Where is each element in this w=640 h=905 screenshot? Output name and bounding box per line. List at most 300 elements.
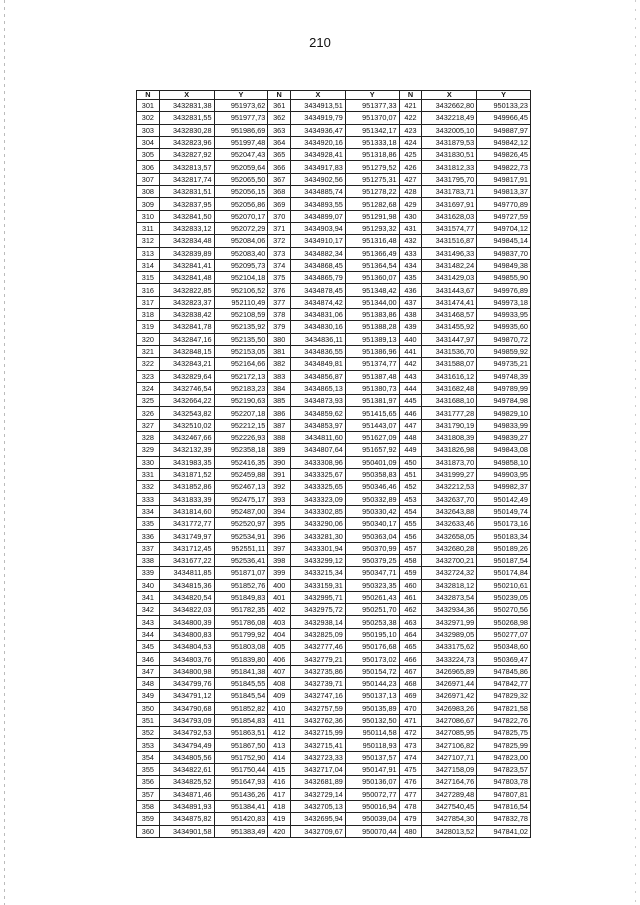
x-coordinate-cell: 3432843,21 (159, 358, 214, 370)
y-coordinate-cell: 951388,28 (345, 321, 399, 333)
x-coordinate-cell: 3431749,97 (159, 530, 214, 542)
y-coordinate-cell: 951366,49 (345, 247, 399, 259)
point-number-cell: 308 (137, 186, 160, 198)
y-coordinate-cell: 950358,83 (345, 468, 399, 480)
x-coordinate-cell: 3432747,16 (291, 690, 346, 702)
point-number-cell: 362 (268, 112, 291, 124)
scan-edge-right (635, 0, 636, 905)
y-coordinate-cell: 950114,58 (345, 727, 399, 739)
point-number-cell: 449 (399, 444, 422, 456)
x-coordinate-cell: 3434820,54 (159, 591, 214, 603)
x-coordinate-cell: 3432510,02 (159, 419, 214, 431)
table-row (137, 505, 531, 517)
y-coordinate-cell: 947816,54 (477, 800, 531, 812)
x-coordinate-cell: 3431808,39 (422, 432, 477, 444)
point-number-cell: 442 (399, 358, 422, 370)
y-coordinate-cell: 951380,73 (345, 382, 399, 394)
x-coordinate-cell: 3432777,46 (291, 641, 346, 653)
point-number-cell: 317 (137, 296, 160, 308)
x-coordinate-cell: 3427854,30 (422, 813, 477, 825)
x-coordinate-cell: 3432813,57 (159, 161, 214, 173)
table-row (137, 518, 531, 530)
point-number-cell: 392 (268, 481, 291, 493)
y-coordinate-cell: 951316,48 (345, 235, 399, 247)
column-header-n: N (137, 91, 160, 100)
x-coordinate-cell: 3431588,07 (422, 358, 477, 370)
x-coordinate-cell: 3434873,93 (291, 395, 346, 407)
x-coordinate-cell: 3434853,97 (291, 419, 346, 431)
x-coordinate-cell: 3432680,28 (422, 542, 477, 554)
y-coordinate-cell: 952059,64 (214, 161, 268, 173)
point-number-cell: 475 (399, 764, 422, 776)
point-number-cell: 304 (137, 136, 160, 148)
point-number-cell: 367 (268, 173, 291, 185)
y-coordinate-cell: 947807,81 (477, 788, 531, 800)
table-row (137, 456, 531, 468)
point-number-cell: 444 (399, 382, 422, 394)
x-coordinate-cell: 3431688,10 (422, 395, 477, 407)
point-number-cell: 427 (399, 173, 422, 185)
x-coordinate-cell: 3434791,12 (159, 690, 214, 702)
x-coordinate-cell: 3434800,39 (159, 616, 214, 628)
table-row (137, 825, 531, 837)
point-number-cell: 380 (268, 333, 291, 345)
x-coordinate-cell: 3434865,79 (291, 272, 346, 284)
table-row (137, 530, 531, 542)
point-number-cell: 382 (268, 358, 291, 370)
x-coordinate-cell: 3432637,70 (422, 493, 477, 505)
y-coordinate-cell: 951871,07 (214, 567, 268, 579)
point-number-cell: 316 (137, 284, 160, 296)
y-coordinate-cell: 952108,59 (214, 309, 268, 321)
y-coordinate-cell: 949837,70 (477, 247, 531, 259)
point-number-cell: 438 (399, 309, 422, 321)
table-row (137, 210, 531, 222)
table-row (137, 296, 531, 308)
point-number-cell: 468 (399, 677, 422, 689)
x-coordinate-cell: 3431496,33 (422, 247, 477, 259)
point-number-cell: 384 (268, 382, 291, 394)
y-coordinate-cell: 951360,07 (345, 272, 399, 284)
point-number-cell: 466 (399, 653, 422, 665)
point-number-cell: 480 (399, 825, 422, 837)
y-coordinate-cell: 950147,91 (345, 764, 399, 776)
x-coordinate-cell: 3434920,16 (291, 136, 346, 148)
y-coordinate-cell: 950323,35 (345, 579, 399, 591)
y-coordinate-cell: 952164,66 (214, 358, 268, 370)
x-coordinate-cell: 3432831,38 (159, 100, 214, 112)
y-coordinate-cell: 951782,35 (214, 604, 268, 616)
x-coordinate-cell: 3427106,82 (422, 739, 477, 751)
point-number-cell: 414 (268, 751, 291, 763)
y-coordinate-cell: 951364,54 (345, 259, 399, 271)
y-coordinate-cell: 951786,08 (214, 616, 268, 628)
y-coordinate-cell: 949833,99 (477, 419, 531, 431)
point-number-cell: 318 (137, 309, 160, 321)
y-coordinate-cell: 949826,45 (477, 149, 531, 161)
y-coordinate-cell: 952056,15 (214, 186, 268, 198)
y-coordinate-cell: 952212,15 (214, 419, 268, 431)
point-number-cell: 359 (137, 813, 160, 825)
y-coordinate-cell: 952135,92 (214, 321, 268, 333)
point-number-cell: 326 (137, 407, 160, 419)
y-coordinate-cell: 951750,44 (214, 764, 268, 776)
y-coordinate-cell: 949966,45 (477, 112, 531, 124)
page-number: 210 (309, 35, 331, 50)
point-number-cell: 473 (399, 739, 422, 751)
point-number-cell: 334 (137, 505, 160, 517)
point-number-cell: 391 (268, 468, 291, 480)
point-number-cell: 323 (137, 370, 160, 382)
point-number-cell: 333 (137, 493, 160, 505)
table-row (137, 591, 531, 603)
point-number-cell: 325 (137, 395, 160, 407)
point-number-cell: 335 (137, 518, 160, 530)
point-number-cell: 324 (137, 382, 160, 394)
table-row (137, 653, 531, 665)
y-coordinate-cell: 947829,32 (477, 690, 531, 702)
x-coordinate-cell: 3431677,22 (159, 554, 214, 566)
point-number-cell: 404 (268, 628, 291, 640)
y-coordinate-cell: 952072,29 (214, 222, 268, 234)
point-number-cell: 398 (268, 554, 291, 566)
y-coordinate-cell: 950137,13 (345, 690, 399, 702)
x-coordinate-cell: 3432132,39 (159, 444, 214, 456)
x-coordinate-cell: 3434936,47 (291, 124, 346, 136)
point-number-cell: 331 (137, 468, 160, 480)
y-coordinate-cell: 949839,27 (477, 432, 531, 444)
point-number-cell: 376 (268, 284, 291, 296)
point-number-cell: 302 (137, 112, 160, 124)
x-coordinate-cell: 3428013,52 (422, 825, 477, 837)
point-number-cell: 419 (268, 813, 291, 825)
point-number-cell: 349 (137, 690, 160, 702)
y-coordinate-cell: 949817,91 (477, 173, 531, 185)
y-coordinate-cell: 950137,57 (345, 751, 399, 763)
y-coordinate-cell: 952226,93 (214, 432, 268, 444)
point-number-cell: 460 (399, 579, 422, 591)
y-coordinate-cell: 949822,73 (477, 161, 531, 173)
table-row (137, 370, 531, 382)
point-number-cell: 360 (137, 825, 160, 837)
point-number-cell: 319 (137, 321, 160, 333)
x-coordinate-cell: 3434919,79 (291, 112, 346, 124)
y-coordinate-cell: 950176,68 (345, 641, 399, 653)
y-coordinate-cell: 951342,17 (345, 124, 399, 136)
x-coordinate-cell: 3427107,71 (422, 751, 477, 763)
y-coordinate-cell: 951841,38 (214, 665, 268, 677)
y-coordinate-cell: 951657,92 (345, 444, 399, 456)
y-coordinate-cell: 952520,97 (214, 518, 268, 530)
y-coordinate-cell: 951291,98 (345, 210, 399, 222)
point-number-cell: 366 (268, 161, 291, 173)
y-coordinate-cell: 952084,06 (214, 235, 268, 247)
y-coordinate-cell: 950133,23 (477, 100, 531, 112)
x-coordinate-cell: 3433301,94 (291, 542, 346, 554)
y-coordinate-cell: 952190,63 (214, 395, 268, 407)
x-coordinate-cell: 3432715,41 (291, 739, 346, 751)
table-row (137, 628, 531, 640)
point-number-cell: 339 (137, 567, 160, 579)
point-number-cell: 436 (399, 284, 422, 296)
table-row (137, 235, 531, 247)
x-coordinate-cell: 3431783,71 (422, 186, 477, 198)
y-coordinate-cell: 950174,84 (477, 567, 531, 579)
point-number-cell: 394 (268, 505, 291, 517)
y-coordinate-cell: 951282,68 (345, 198, 399, 210)
x-coordinate-cell: 3432989,05 (422, 628, 477, 640)
y-coordinate-cell: 952358,18 (214, 444, 268, 456)
x-coordinate-cell: 3434804,53 (159, 641, 214, 653)
point-number-cell: 408 (268, 677, 291, 689)
y-coordinate-cell: 950070,44 (345, 825, 399, 837)
point-number-cell: 409 (268, 690, 291, 702)
x-coordinate-cell: 3432700,21 (422, 554, 477, 566)
y-coordinate-cell: 952536,41 (214, 554, 268, 566)
table-row (137, 284, 531, 296)
point-number-cell: 303 (137, 124, 160, 136)
x-coordinate-cell: 3434917,83 (291, 161, 346, 173)
x-coordinate-cell: 3432717,04 (291, 764, 346, 776)
x-coordinate-cell: 3432841,50 (159, 210, 214, 222)
x-coordinate-cell: 3431814,60 (159, 505, 214, 517)
y-coordinate-cell: 951381,97 (345, 395, 399, 407)
y-coordinate-cell: 949887,97 (477, 124, 531, 136)
y-coordinate-cell: 949870,72 (477, 333, 531, 345)
table-row (137, 764, 531, 776)
table-row (137, 112, 531, 124)
x-coordinate-cell: 3432995,71 (291, 591, 346, 603)
x-coordinate-cell: 3432830,28 (159, 124, 214, 136)
y-coordinate-cell: 947823,00 (477, 751, 531, 763)
point-number-cell: 342 (137, 604, 160, 616)
y-coordinate-cell: 951370,07 (345, 112, 399, 124)
point-number-cell: 321 (137, 345, 160, 357)
y-coordinate-cell: 949735,21 (477, 358, 531, 370)
y-coordinate-cell: 951386,96 (345, 345, 399, 357)
point-number-cell: 396 (268, 530, 291, 542)
y-coordinate-cell: 951436,26 (214, 788, 268, 800)
y-coordinate-cell: 950144,23 (345, 677, 399, 689)
x-coordinate-cell: 3432938,14 (291, 616, 346, 628)
point-number-cell: 415 (268, 764, 291, 776)
table-row (137, 714, 531, 726)
table-row (137, 124, 531, 136)
point-number-cell: 430 (399, 210, 422, 222)
y-coordinate-cell: 947832,78 (477, 813, 531, 825)
table-row (137, 542, 531, 554)
point-number-cell: 476 (399, 776, 422, 788)
x-coordinate-cell: 3432212,53 (422, 481, 477, 493)
point-number-cell: 330 (137, 456, 160, 468)
y-coordinate-cell: 952534,91 (214, 530, 268, 542)
table-row (137, 222, 531, 234)
y-coordinate-cell: 949704,12 (477, 222, 531, 234)
y-coordinate-cell: 951275,31 (345, 173, 399, 185)
y-coordinate-cell: 950346,46 (345, 481, 399, 493)
x-coordinate-cell: 3432724,32 (422, 567, 477, 579)
y-coordinate-cell: 950332,89 (345, 493, 399, 505)
x-coordinate-cell: 3434885,74 (291, 186, 346, 198)
x-coordinate-cell: 3432695,94 (291, 813, 346, 825)
x-coordinate-cell: 3431879,53 (422, 136, 477, 148)
point-number-cell: 451 (399, 468, 422, 480)
y-coordinate-cell: 947841,02 (477, 825, 531, 837)
x-coordinate-cell: 3432723,33 (291, 751, 346, 763)
y-coordinate-cell: 950277,07 (477, 628, 531, 640)
y-coordinate-cell: 949842,12 (477, 136, 531, 148)
table-row (137, 321, 531, 333)
table-row (137, 395, 531, 407)
y-coordinate-cell: 951420,83 (214, 813, 268, 825)
y-coordinate-cell: 952047,43 (214, 149, 268, 161)
y-coordinate-cell: 951867,50 (214, 739, 268, 751)
y-coordinate-cell: 950149,74 (477, 505, 531, 517)
x-coordinate-cell: 3427158,09 (422, 764, 477, 776)
y-coordinate-cell: 947845,86 (477, 665, 531, 677)
point-number-cell: 372 (268, 235, 291, 247)
y-coordinate-cell: 950379,25 (345, 554, 399, 566)
y-coordinate-cell: 950270,56 (477, 604, 531, 616)
y-coordinate-cell: 951318,86 (345, 149, 399, 161)
point-number-cell: 345 (137, 641, 160, 653)
point-number-cell: 458 (399, 554, 422, 566)
point-number-cell: 371 (268, 222, 291, 234)
point-number-cell: 399 (268, 567, 291, 579)
y-coordinate-cell: 949976,89 (477, 284, 531, 296)
y-coordinate-cell: 950016,94 (345, 800, 399, 812)
x-coordinate-cell: 3426983,26 (422, 702, 477, 714)
x-coordinate-cell: 3434830,16 (291, 321, 346, 333)
x-coordinate-cell: 3433323,09 (291, 493, 346, 505)
point-number-cell: 412 (268, 727, 291, 739)
y-coordinate-cell: 952172,13 (214, 370, 268, 382)
y-coordinate-cell: 950187,54 (477, 554, 531, 566)
point-number-cell: 463 (399, 616, 422, 628)
point-number-cell: 387 (268, 419, 291, 431)
x-coordinate-cell: 3434793,09 (159, 714, 214, 726)
x-coordinate-cell: 3434805,56 (159, 751, 214, 763)
y-coordinate-cell: 951374,77 (345, 358, 399, 370)
y-coordinate-cell: 949903,95 (477, 468, 531, 480)
x-coordinate-cell: 3434811,60 (291, 432, 346, 444)
table-row (137, 100, 531, 112)
point-number-cell: 352 (137, 727, 160, 739)
x-coordinate-cell: 3434875,82 (159, 813, 214, 825)
point-number-cell: 464 (399, 628, 422, 640)
table-row (137, 444, 531, 456)
point-number-cell: 434 (399, 259, 422, 271)
point-number-cell: 455 (399, 518, 422, 530)
y-coordinate-cell: 951973,62 (214, 100, 268, 112)
x-coordinate-cell: 3434800,83 (159, 628, 214, 640)
point-number-cell: 311 (137, 222, 160, 234)
point-number-cell: 418 (268, 800, 291, 812)
x-coordinate-cell: 3433159,31 (291, 579, 346, 591)
y-coordinate-cell: 949933,95 (477, 309, 531, 321)
table-row (137, 272, 531, 284)
y-coordinate-cell: 950136,07 (345, 776, 399, 788)
point-number-cell: 395 (268, 518, 291, 530)
x-coordinate-cell: 3432817,74 (159, 173, 214, 185)
y-coordinate-cell: 952083,40 (214, 247, 268, 259)
x-coordinate-cell: 3431795,70 (422, 173, 477, 185)
table-row (137, 358, 531, 370)
table-row (137, 136, 531, 148)
point-number-cell: 353 (137, 739, 160, 751)
y-coordinate-cell: 951415,65 (345, 407, 399, 419)
x-coordinate-cell: 3434849,81 (291, 358, 346, 370)
y-coordinate-cell: 951279,52 (345, 161, 399, 173)
x-coordinate-cell: 3431852,86 (159, 481, 214, 493)
y-coordinate-cell: 952487,00 (214, 505, 268, 517)
table-row (137, 739, 531, 751)
y-coordinate-cell: 951627,09 (345, 432, 399, 444)
y-coordinate-cell: 950363,04 (345, 530, 399, 542)
point-number-cell: 405 (268, 641, 291, 653)
x-coordinate-cell: 3434871,46 (159, 788, 214, 800)
table-row (137, 788, 531, 800)
y-coordinate-cell: 950253,38 (345, 616, 399, 628)
x-coordinate-cell: 3432709,67 (291, 825, 346, 837)
point-number-cell: 448 (399, 432, 422, 444)
table-row (137, 382, 531, 394)
point-number-cell: 312 (137, 235, 160, 247)
point-number-cell: 424 (399, 136, 422, 148)
y-coordinate-cell: 951977,73 (214, 112, 268, 124)
x-coordinate-cell: 3433299,12 (291, 554, 346, 566)
x-coordinate-cell: 3426971,42 (422, 690, 477, 702)
x-coordinate-cell: 3431712,45 (159, 542, 214, 554)
y-coordinate-cell: 951383,86 (345, 309, 399, 321)
point-number-cell: 441 (399, 345, 422, 357)
y-coordinate-cell: 950183,34 (477, 530, 531, 542)
x-coordinate-cell: 3431833,39 (159, 493, 214, 505)
table-row (137, 247, 531, 259)
point-number-cell: 305 (137, 149, 160, 161)
point-number-cell: 474 (399, 751, 422, 763)
y-coordinate-cell: 947825,99 (477, 739, 531, 751)
x-coordinate-cell: 3434803,76 (159, 653, 214, 665)
point-number-cell: 375 (268, 272, 291, 284)
x-coordinate-cell: 3431474,41 (422, 296, 477, 308)
x-coordinate-cell: 3432658,05 (422, 530, 477, 542)
point-number-cell: 373 (268, 247, 291, 259)
x-coordinate-cell: 3431772,77 (159, 518, 214, 530)
point-number-cell: 328 (137, 432, 160, 444)
y-coordinate-cell: 949849,38 (477, 259, 531, 271)
y-coordinate-cell: 949813,37 (477, 186, 531, 198)
x-coordinate-cell: 3431790,19 (422, 419, 477, 431)
y-coordinate-cell: 951387,48 (345, 370, 399, 382)
x-coordinate-cell: 3432739,71 (291, 677, 346, 689)
point-number-cell: 432 (399, 235, 422, 247)
point-number-cell: 363 (268, 124, 291, 136)
x-coordinate-cell: 3434799,76 (159, 677, 214, 689)
x-coordinate-cell: 3432543,82 (159, 407, 214, 419)
y-coordinate-cell: 952135,50 (214, 333, 268, 345)
x-coordinate-cell: 3432873,54 (422, 591, 477, 603)
x-coordinate-cell: 3432825,09 (291, 628, 346, 640)
x-coordinate-cell: 3431443,67 (422, 284, 477, 296)
point-number-cell: 413 (268, 739, 291, 751)
y-coordinate-cell: 951997,48 (214, 136, 268, 148)
y-coordinate-cell: 950039,04 (345, 813, 399, 825)
point-number-cell: 315 (137, 272, 160, 284)
y-coordinate-cell: 950268,98 (477, 616, 531, 628)
point-number-cell: 378 (268, 309, 291, 321)
point-number-cell: 350 (137, 702, 160, 714)
